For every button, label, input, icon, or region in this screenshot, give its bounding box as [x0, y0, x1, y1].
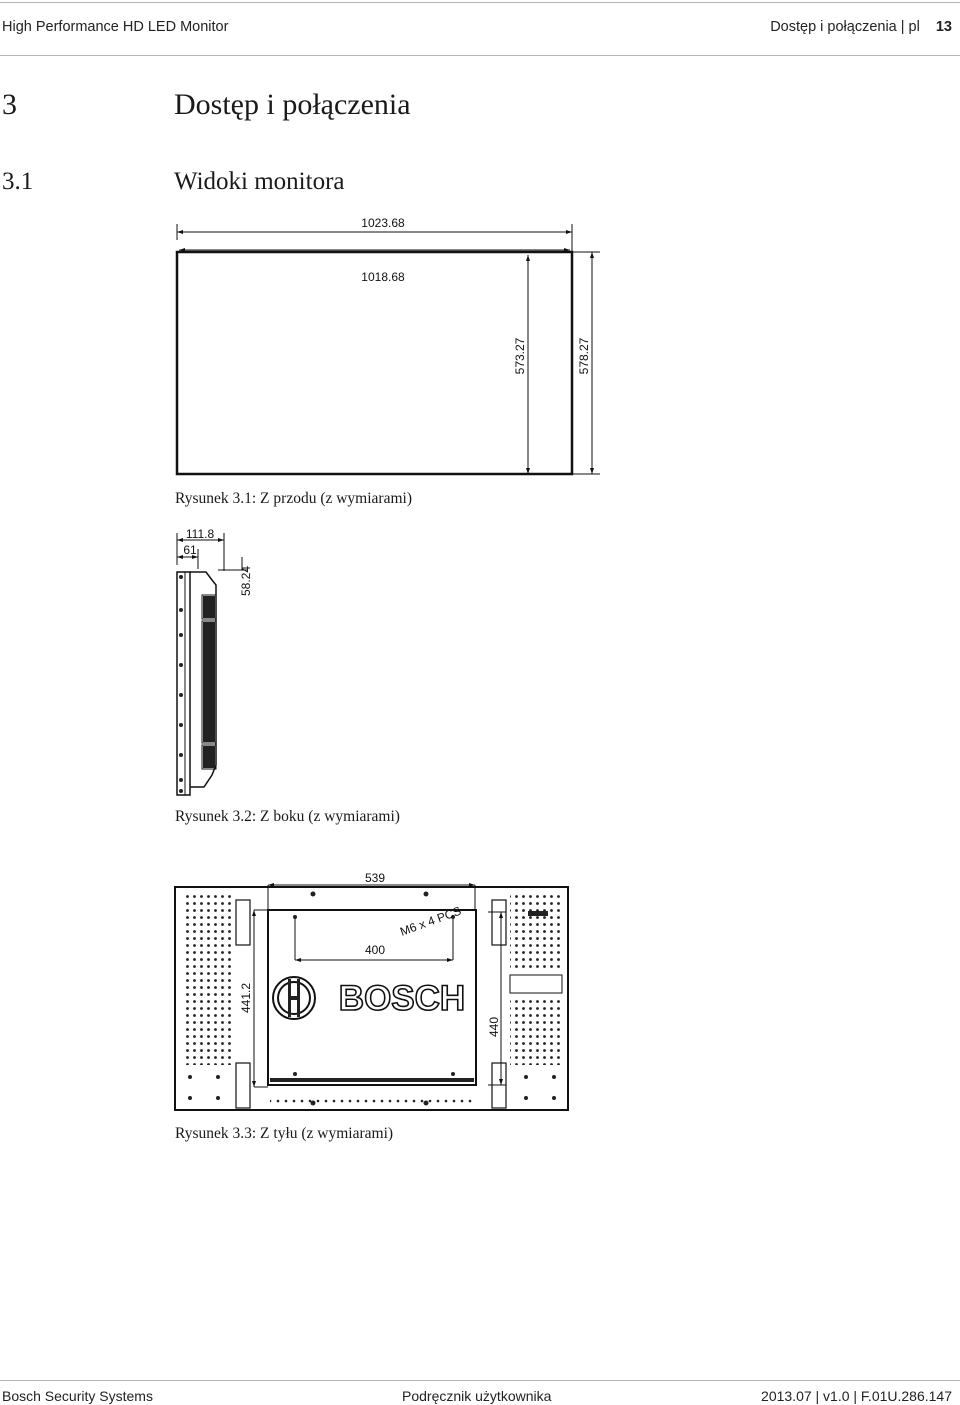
figure-caption-side: Rysunek 3.2: Z boku (z wymiarami)	[175, 808, 400, 825]
footer-rule	[0, 1380, 960, 1381]
dim-total-depth: 111.8	[185, 527, 215, 541]
footer-version: 2013.07 | v1.0 | F.01U.286.147	[761, 1388, 952, 1404]
dim-body-depth: 61	[183, 543, 197, 557]
page-number: 13	[935, 19, 952, 35]
rear-view-drawing	[170, 865, 575, 1115]
section-number: 3.1	[2, 168, 34, 195]
figure-caption-rear: Rysunek 3.3: Z tyłu (z wymiarami)	[175, 1125, 394, 1142]
section-title: Widoki monitora	[174, 168, 345, 195]
front-view-drawing	[170, 210, 610, 485]
footer-company: Bosch Security Systems	[2, 1388, 153, 1404]
dim-vesa-height: 440	[487, 1016, 501, 1038]
dim-vesa-width: 400	[364, 943, 386, 957]
header-top-rule	[0, 2, 960, 3]
dim-top-offset: 58.24	[239, 565, 253, 597]
footer-document: Podręcznik użytkownika	[402, 1388, 552, 1404]
header-section-label: Dostęp i połączenia | pl	[770, 19, 920, 35]
figure-caption-front: Rysunek 3.1: Z przodu (z wymiarami)	[175, 490, 412, 507]
header-product-name: High Performance HD LED Monitor	[2, 19, 229, 35]
header-section-info	[770, 19, 952, 35]
side-view-drawing	[170, 525, 270, 800]
dim-inner-width: 1018.68	[361, 270, 405, 284]
chapter-number: 3	[2, 88, 17, 121]
dim-outer-width: 1023.68	[361, 216, 405, 230]
dim-inner-height: 573.27	[513, 337, 527, 375]
dim-left-height: 441.2	[239, 982, 253, 1014]
chapter-title: Dostęp i połączenia	[174, 88, 411, 121]
header-bottom-rule	[0, 55, 960, 56]
dim-screw-spec: M6 x 4 PCS	[398, 903, 464, 939]
bosch-logo-text: BOSCH	[338, 979, 466, 1018]
dim-outer-height: 578.27	[577, 337, 591, 375]
dim-top-width: 539	[364, 871, 386, 885]
